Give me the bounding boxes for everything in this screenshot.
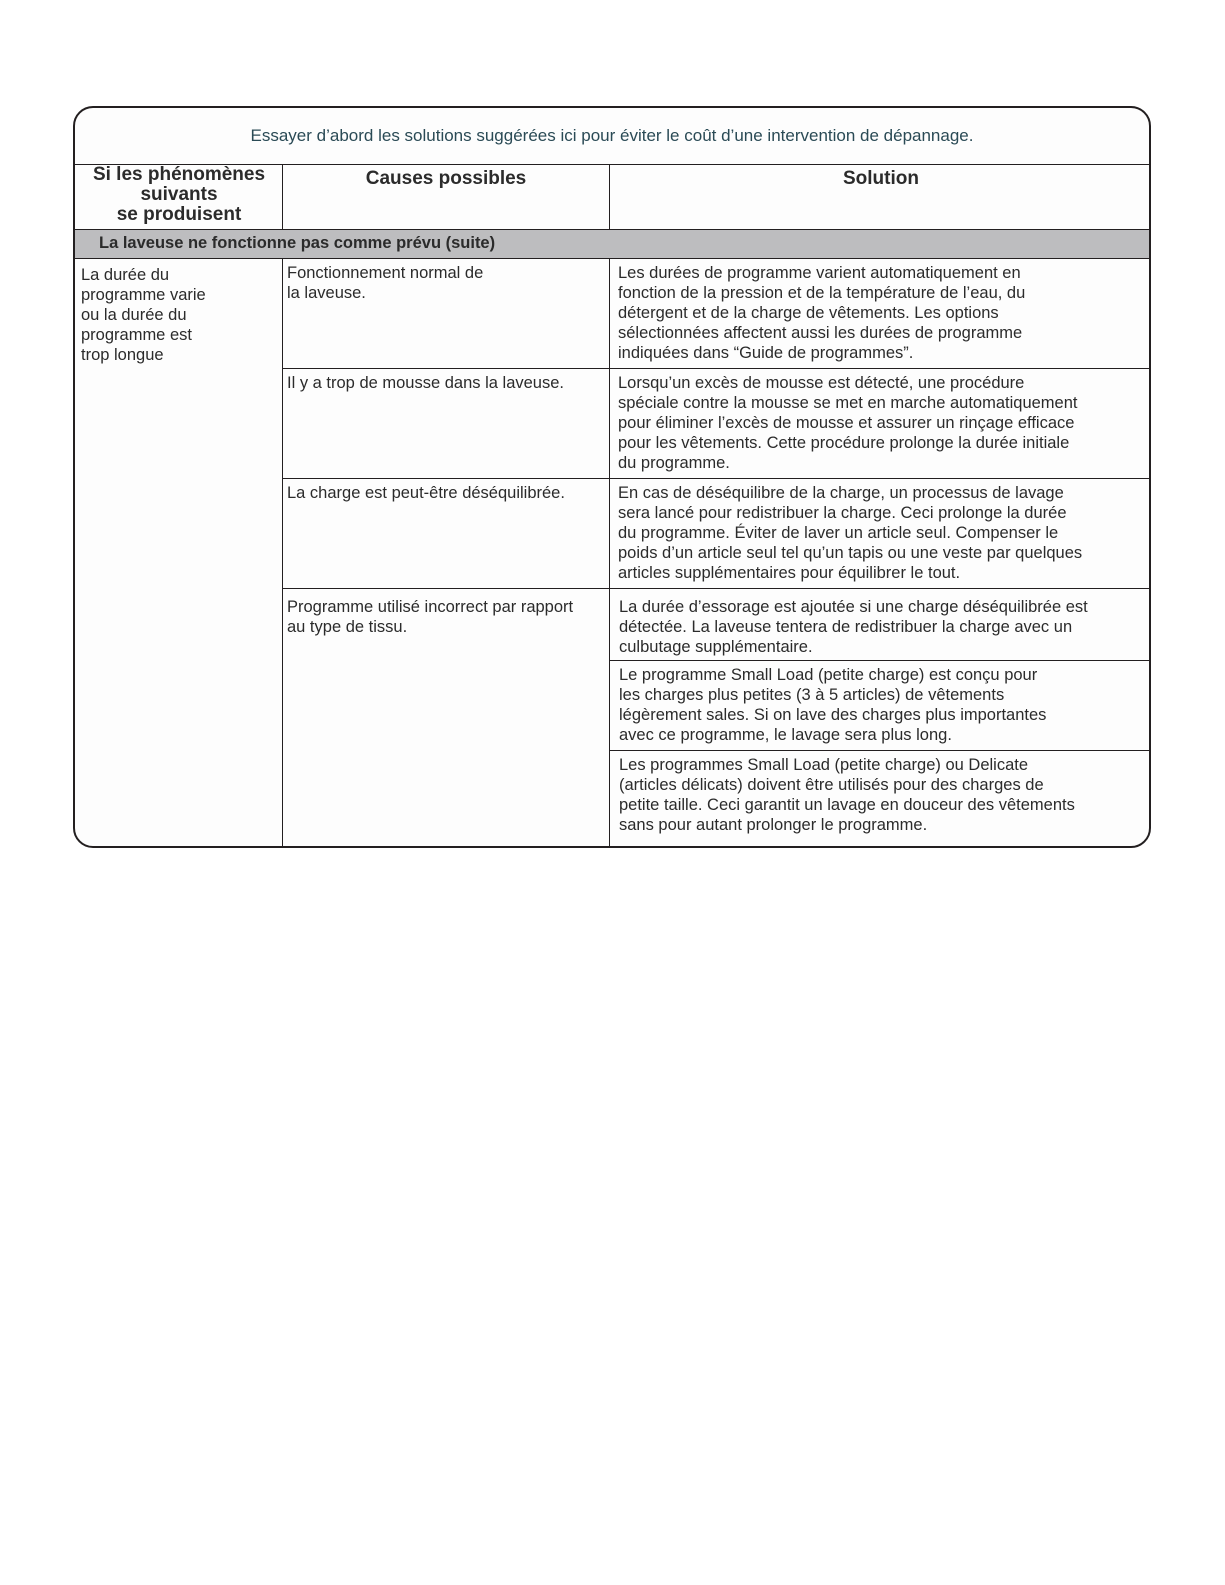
solution-divider [609, 750, 1151, 751]
troubleshooting-table [73, 106, 1151, 848]
row-divider [282, 368, 1151, 369]
section-title: La laveuse ne fonctionne pas comme prévu (suite) [99, 234, 496, 252]
problem-text: La durée du programme varie ou la durée du programme est trop longue [81, 266, 206, 364]
divider [609, 259, 610, 848]
solution-text: La durée d’essorage est ajoutée si une charge déséquilibrée est détectée. La laveuse tentera de redistribuer la charge avec un culbutage supplémentaire. [619, 598, 1088, 656]
row-divider [282, 588, 1151, 589]
solution-divider [609, 660, 1151, 661]
cause-text: La charge est peut-être déséquilibrée. [287, 484, 565, 502]
cause-text: Programme utilisé incorrect par rapport au type de tissu. [287, 598, 574, 636]
solution-text: Le programme Small Load (petite charge) est conçu pour les charges plus petites (3 à 5 articles) de vêtements légèrement sales. Si on lave des charges plus importantes avec ce programme, le lavage sera plus long. [619, 666, 1047, 744]
header-phenomena: Si les phénomènes suivants se produisent [92, 164, 266, 225]
intro-text: Essayer d’abord les solutions suggérées ici pour éviter le coût d’une intervention de dépannage. [75, 108, 1149, 165]
solution-text: En cas de déséquilibre de la charge, un processus de lavage sera lancé pour redistribuer la charge. Ceci prolonge la durée du programme. Éviter de laver un article seul. Compenser le poids d’un article seul tel qu’un tapis ou une veste par quelques articles supplémentaires pour équilibrer le tout. [618, 484, 1083, 582]
divider [282, 259, 283, 848]
divider [609, 164, 610, 229]
header-solution: Solution [843, 168, 919, 189]
cause-text: Fonctionnement normal de la laveuse. [287, 264, 484, 302]
header-causes: Causes possibles [365, 168, 527, 189]
solution-text: Lorsqu’un excès de mousse est détecté, une procédure spéciale contre la mousse se met en marche automatiquement pour éliminer l’excès de mousse et assurer un rinçage efficace pour les vêtements. Cette procédure prolonge la durée initiale du programme. [618, 374, 1078, 472]
section-band [75, 229, 1149, 259]
solution-text: Les programmes Small Load (petite charge) ou Delicate (articles délicats) doivent être utilisés pour des charges de petite taille. Ceci garantit un lavage en douceur des vêtements sans pour autant prolonger le programme. [619, 756, 1075, 834]
cause-text: Il y a trop de mousse dans la laveuse. [287, 374, 564, 392]
solution-text: Les durées de programme varient automatiquement en fonction de la pression et de la température de l’eau, du détergent et de la charge de vêtements. Les options sélectionnées affectent aussi les durées de programme indiquées dans “Guide de programmes”. [618, 264, 1026, 362]
row-divider [282, 478, 1151, 479]
divider [282, 164, 283, 229]
